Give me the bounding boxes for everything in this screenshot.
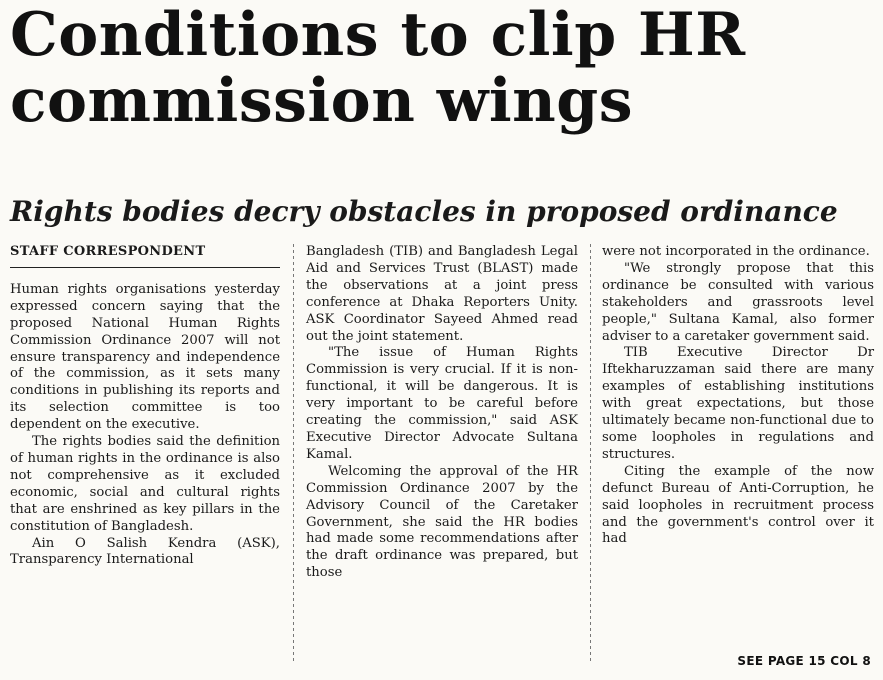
paragraph: Bangladesh (TIB) and Bangladesh Legal Aid and Services Trust (BLAST) made the observations at a joint press conference at Dhaka Reporters Unity. ASK Coordinator Sayeed Ahmed read out the joint statement. <box>306 244 578 344</box>
continuation-note: SEE PAGE 15 COL 8 <box>737 654 871 668</box>
paragraph: Human rights organisations yesterday expressed concern saying that the proposed National Human Rights Commission Ordinance 2007 will not ensure transparency and independence of the commission, as it sets many conditions in publishing its reports and its selection committee is too dependent on the executive. <box>10 281 280 433</box>
paragraph: Ain O Salish Kendra (ASK), Transparency International <box>10 535 280 568</box>
paragraph: TIB Executive Director Dr Iftekharuzzaman said there are many examples of establishing institutions with great expectations, but those ultimately became non-functional due to some loopholes in regulations and structures. <box>602 345 874 462</box>
article-column-1 <box>10 244 280 569</box>
headline: Conditions to clip HR commission wings <box>10 0 746 136</box>
paragraph: Welcoming the approval of the HR Commission Ordinance 2007 by the Advisory Council of the Caretaker Government, she said the HR bodies had made some recommendations after the draft ordinance was prepared, but those <box>306 463 578 581</box>
column-divider <box>293 244 294 664</box>
paragraph: The rights bodies said the definition of human rights in the ordinance is also not comprehensive as it excluded economic, social and cultural rights that are enshrined as key pillars in the constitution of Bangladesh. <box>10 434 280 534</box>
subheadline: Rights bodies decry obstacles in proposed ordinance <box>10 195 838 228</box>
article-column-3 <box>602 244 874 548</box>
column-divider <box>590 244 591 664</box>
paragraph: "The issue of Human Rights Commission is very crucial. If it is non-functional, it will be dangerous. It is very important to be careful before creating the commission," said ASK Executive Director Advocate Sultana Kamal. <box>306 345 578 462</box>
byline: STAFF CORRESPONDENT <box>10 244 280 268</box>
paragraph: "We strongly propose that this ordinance be consulted with various stakeholders and grassroots level people," Sultana Kamal, also former adviser to a caretaker government said. <box>602 260 874 344</box>
article-column-2 <box>306 244 578 582</box>
paragraph: were not incorporated in the ordinance. <box>602 244 870 259</box>
paragraph: Citing the example of the now defunct Bureau of Anti-Corruption, he said loopholes in recruitment process and the government's control over it had <box>602 463 874 547</box>
